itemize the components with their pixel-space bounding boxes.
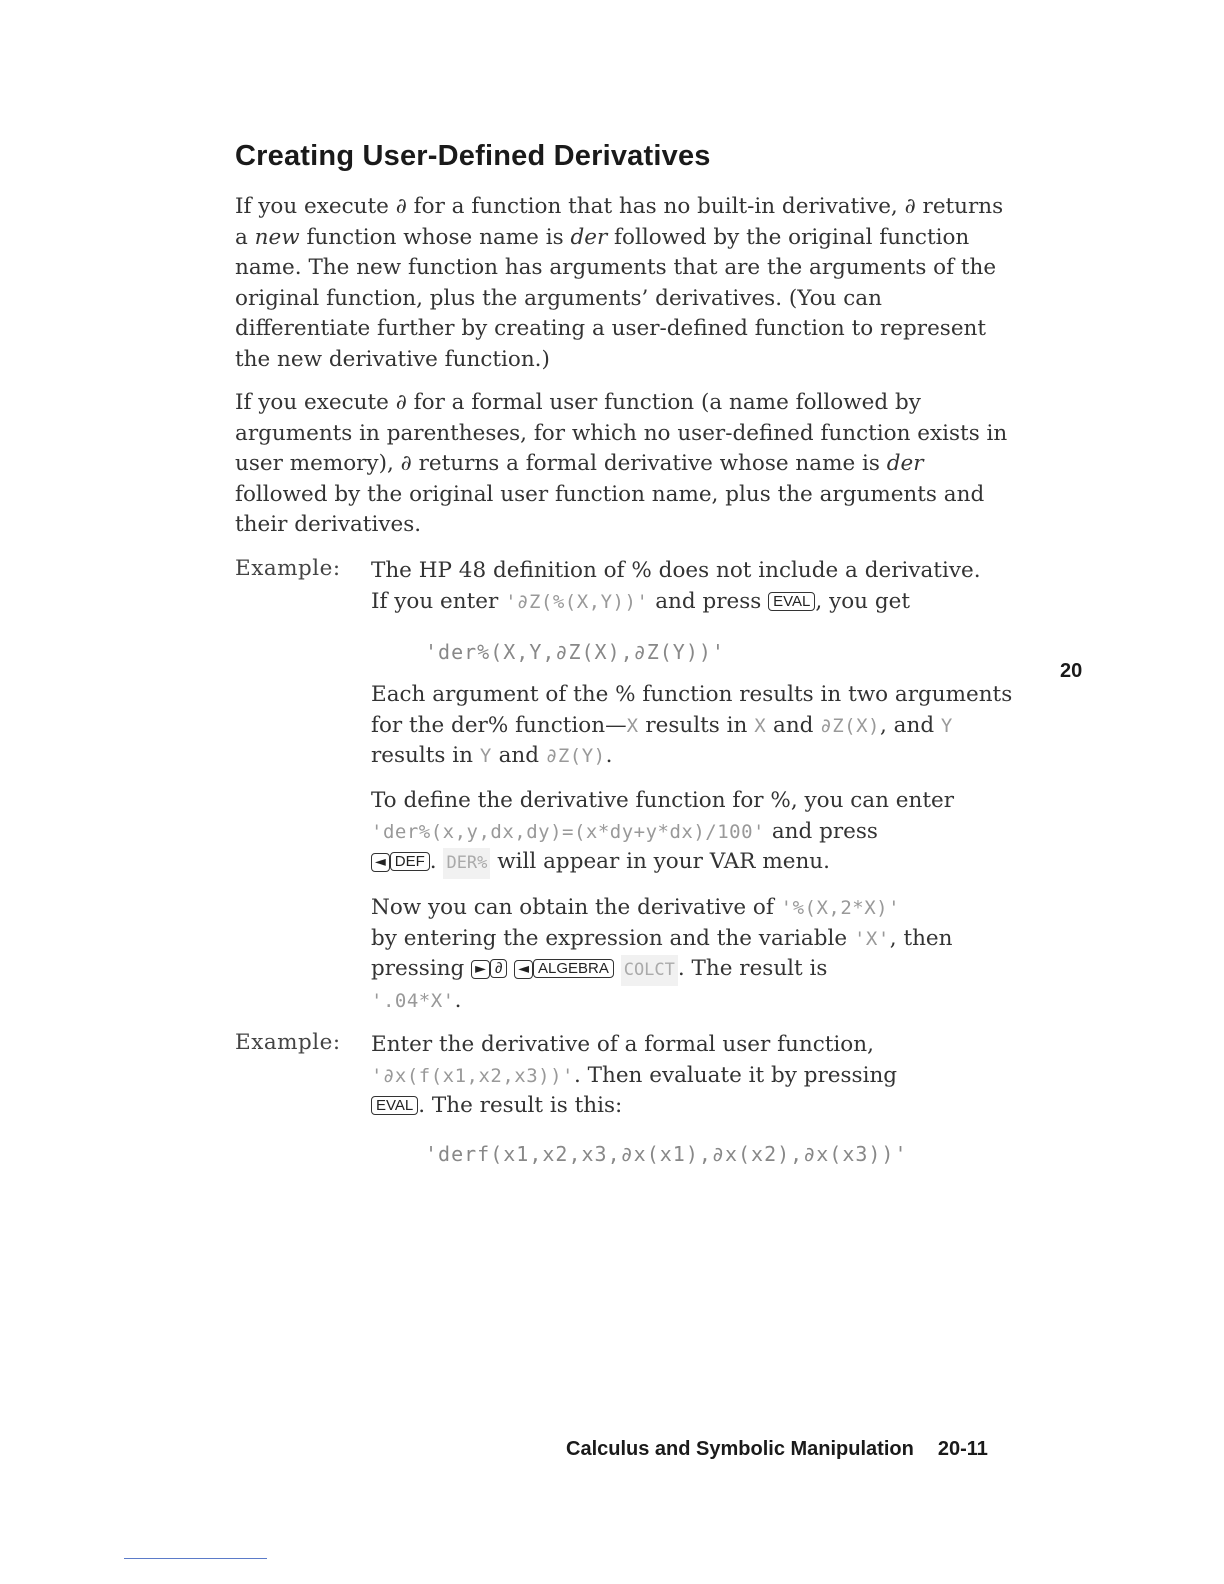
der-menu-label: DER%	[443, 848, 490, 879]
chapter-tab-number: 20	[1060, 660, 1083, 682]
partial-key: ∂	[490, 959, 507, 978]
result-code-1: 'der%(X,Y,∂Z(X),∂Z(Y))'	[425, 640, 725, 664]
code-enter: '∂Z(%(X,Y))'	[505, 590, 649, 613]
result-code-2: 'derf(x1,x2,x3,∂x(x1),∂x(x2),∂x(x3))'	[425, 1142, 908, 1166]
example-label-1: Example:	[235, 556, 341, 581]
example-label-2: Example:	[235, 1030, 341, 1055]
eval-key: EVAL	[768, 592, 815, 611]
section-heading: Creating User-Defined Derivatives	[235, 140, 711, 172]
page-footer	[566, 1438, 988, 1461]
example-1-now-paragraph: Now you can obtain the derivative of '%(X,2*X)' by entering the expression and the variable 'X', then pressing ► ∂ ◄ ALGEBRA COLCT . The result is '.04*X'.	[371, 895, 953, 1013]
colct-menu-label: COLCT	[621, 955, 678, 986]
right-shift-key-icon: ►	[471, 960, 490, 979]
left-shift-key-icon-2: ◄	[514, 960, 533, 979]
page-number: 20-11	[937, 1438, 988, 1460]
def-key: DEF	[390, 852, 430, 871]
eval-key-2: EVAL	[371, 1096, 418, 1115]
footer-title: Calculus and Symbolic Manipulation	[566, 1438, 914, 1460]
code-define: 'der%(x,y,dx,dy)=(x*dy+y*dx)/100'	[371, 820, 765, 843]
paragraph-2: If you execute ∂ for a formal user function (a name followed by arguments in parentheses, for which no user-defined function exists in user memory), ∂ returns a formal derivative whose name is der followed by the original user function name, plus the arguments and their derivatives.	[235, 390, 1008, 537]
example-2-paragraph: Enter the derivative of a formal user function, '∂x(f(x1,x2,x3))'. Then evaluate it by pressing EVAL . The result is this:	[371, 1032, 898, 1118]
left-shift-key-icon: ◄	[371, 853, 390, 872]
algebra-key: ALGEBRA	[533, 959, 614, 978]
footer-rule	[124, 1558, 267, 1559]
example-1-define-paragraph: To define the derivative function for %, you can enter 'der%(x,y,dx,dy)=(x*dy+y*dx)/100' and press ◄ DEF . DER% will appear in your VAR menu.	[371, 786, 1031, 879]
paragraph-1: If you execute ∂ for a function that has no built-in derivative, ∂ returns a new function whose name is der followed by the original function name. The new function has arguments that are the arguments of the original function, plus the arguments’ derivatives. (You can differentiate further by creating a user-defined function to represent the new derivative function.)	[235, 194, 1004, 372]
example-1-intro: The HP 48 definition of % does not include a derivative. If you enter '∂Z(%(X,Y))' and press EVAL , you get	[371, 558, 981, 614]
example-1-each-paragraph: Each argument of the % function results in two arguments for the der% function—X results in X and ∂Z(X), and Y results in Y and ∂Z(Y).	[371, 682, 1013, 768]
